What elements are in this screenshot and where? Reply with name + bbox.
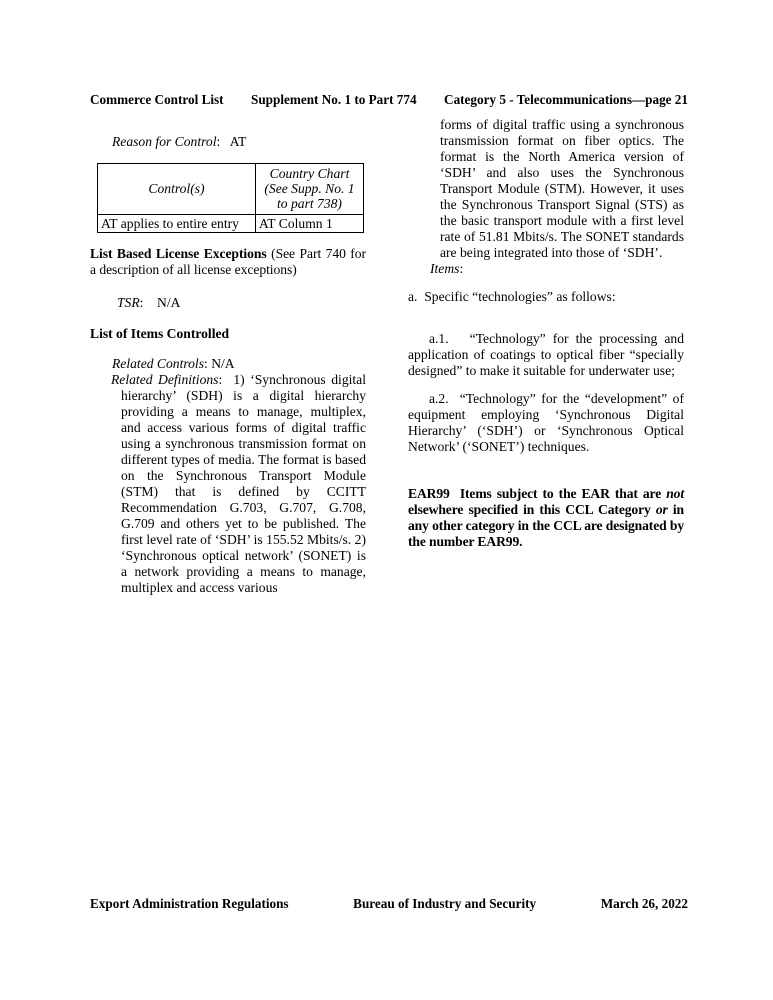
related-definitions-continuation-paragraph: forms of digital traffic using a synchronous transmission format on fiber optics. The format is the North America version of ‘SDH’ and also uses the Synchronous Transport Module (STM). However, it uses the Synchronous Transport Signal (STS) as the basic transport module with a first level rate of 51.81 Mbits/s. The SONET standards are being integrated into those of ‘SDH’. — [440, 117, 684, 260]
table-header-row — [98, 164, 364, 215]
list-based-license-exceptions-paragraph — [90, 246, 366, 278]
ear99-italic-not: not — [666, 486, 684, 501]
list-based-license-exceptions-lead: List Based License Exceptions — [90, 245, 267, 261]
items-colon: : — [459, 261, 464, 276]
item-a2-paragraph: a.2. “Technology” for the “development” of equipment employing ‘Synchronous Digital Hierarchy’ (‘SDH’) or ‘Synchronous Optical Network’ (‘SONET’) techniques. — [408, 391, 684, 454]
tsr-value: : N/A — [139, 294, 181, 310]
related-controls-label: Related Controls — [112, 355, 205, 371]
country-chart-value-cell: AT Column 1 — [256, 214, 364, 232]
tsr-line — [117, 295, 366, 311]
reason-for-control-line — [112, 134, 366, 150]
related-definitions-paragraph — [111, 371, 366, 596]
item-a-line: a. Specific “technologies” as follows: — [408, 289, 616, 304]
running-header — [90, 92, 688, 107]
related-controls-line — [112, 356, 366, 372]
reason-for-control-value: : AT — [216, 134, 247, 149]
related-definitions-label: Related Definitions — [111, 371, 219, 387]
header-supplement: Supplement No. 1 to Part 774 — [251, 92, 417, 107]
ear99-text-1: EAR99 Items subject to the EAR that are — [408, 486, 667, 501]
table-row — [98, 214, 364, 232]
header-doc-title: Commerce Control List — [90, 92, 224, 107]
footer-regulations: Export Administration Regulations — [90, 896, 289, 911]
header-category-page: Category 5 - Telecommunications—page 21 — [444, 92, 688, 107]
reason-for-control-label: Reason for Control — [112, 134, 217, 149]
controls-header-cell: Control(s) — [98, 164, 256, 215]
country-chart-header-cell: Country Chart (See Supp. No. 1 to part 738) — [256, 164, 364, 215]
footer-bureau: Bureau of Industry and Security — [353, 896, 537, 911]
ear99-text-2: elsewhere specified in this CCL Category — [408, 502, 656, 517]
tsr-label: TSR — [117, 294, 140, 310]
footer-date: March 26, 2022 — [600, 896, 688, 911]
ear99-italic-or: or — [655, 502, 668, 517]
right-column — [408, 117, 684, 550]
controls-value-cell: AT applies to entire entry — [98, 214, 256, 232]
items-label: Items — [430, 261, 460, 276]
related-definitions-text: : 1) ‘Synchronous digital hierarchy’ (SDH) is a digital hierarchy providing a means to manage, multiplex, and access various forms of digital traffic using a synchronous transmission format on different types of media. The format is based on the Synchronous Transport Module (STM) that is defined by CCITT Recommendation G.703, G.707, G.708, G.709 and others yet to be published. The first level rate of ‘SDH’ is 155.52 Mbits/s. 2) ‘Synchronous optical network’ (SONET) is a network providing a means to manage, multiplex and access various — [121, 371, 366, 595]
ear99-paragraph — [408, 486, 684, 550]
running-footer — [90, 896, 688, 911]
ear99-text-3: in any other category in the CCL are designated by the number EAR99. — [408, 502, 684, 549]
list-based-license-exceptions-rest: (See Part 740 for a description of all license exceptions) — [90, 245, 366, 277]
items-label-line — [430, 261, 684, 277]
control-country-chart-table — [97, 163, 364, 233]
left-column — [90, 134, 366, 596]
related-controls-value: : N/A — [204, 355, 235, 371]
list-of-items-controlled-heading: List of Items Controlled — [90, 325, 230, 341]
item-a1-paragraph: a.1. “Technology” for the processing and application of coatings to optical fiber “specially designed” to make it suitable for underwater use; — [408, 331, 684, 378]
